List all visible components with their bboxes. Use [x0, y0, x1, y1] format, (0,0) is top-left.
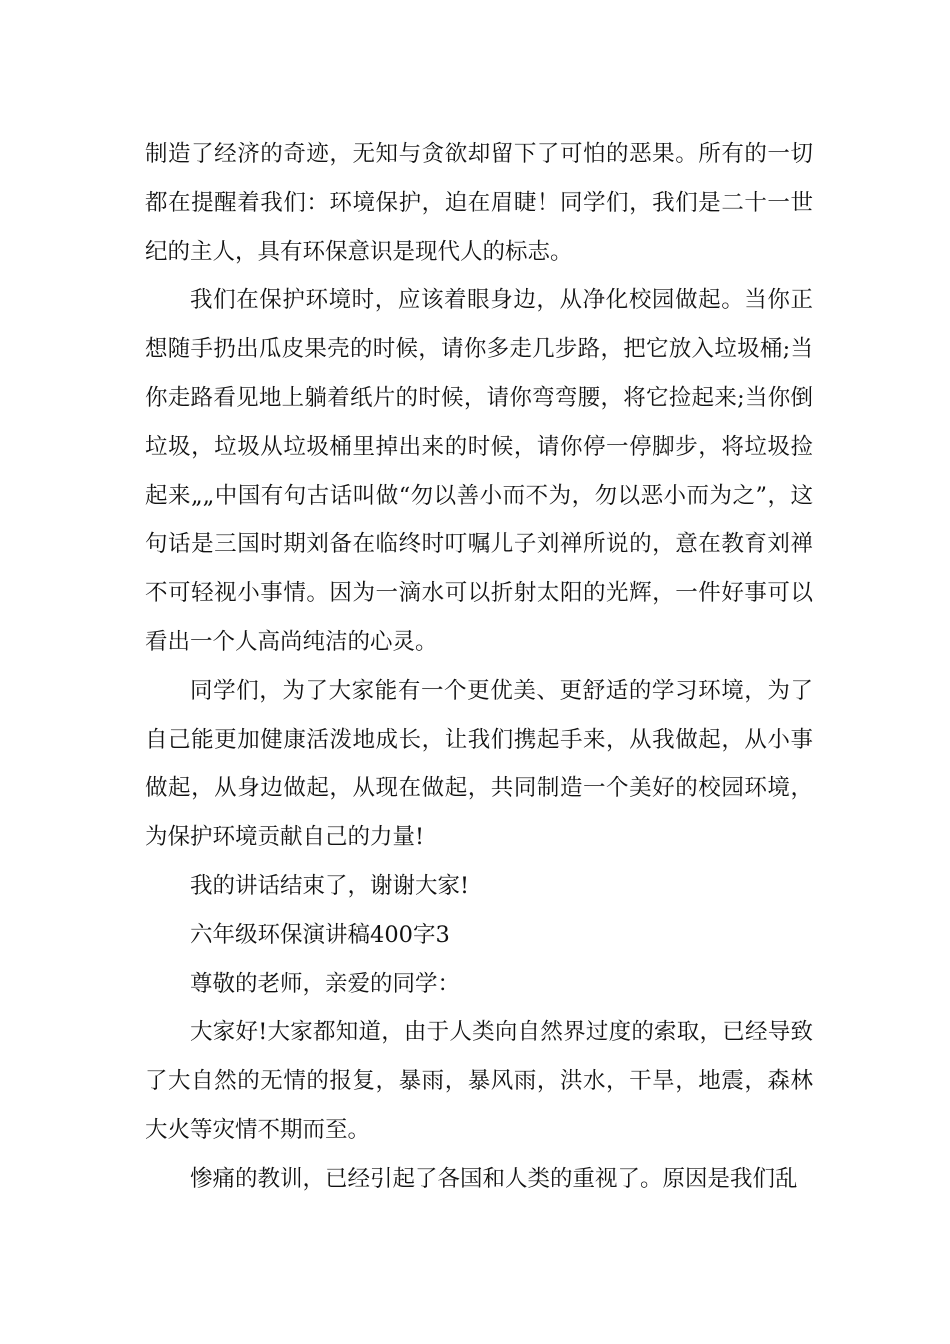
section-title: 六年级环保演讲稿400字3	[190, 921, 450, 948]
paragraph-1: 制造了经济的奇迹，无知与贪欲却留下了可怕的恶果。所有的一切都在提醒着我们：环境保护，迫在眉睫！同学们，我们是二十一世纪的主人，具有环保意识是现代人的标志。	[145, 141, 813, 265]
salutation: 尊敬的老师，亲爱的同学：	[190, 970, 461, 997]
document-body	[145, 130, 813, 1204]
paragraph-2: 我们在保护环境时，应该着眼身边，从净化校园做起。当你正想随手扔出瓜皮果壳的时候，请你多走几步路，把它放入垃圾桶;当你走路看见地上躺着纸片的时候，请你弯弯腰，将它捡起来;当你倒垃圾，垃圾从垃圾桶里掉出来的时候，请你停一停脚步，将垃圾捡起来„„中国有句古话叫做“勿以善小而不为，勿以恶小而为之”，这句话是三国时期刘备在临终时叮嘱儿子刘禅所说的，意在教育刘禅不可轻视小事情。因为一滴水可以折射太阳的光辉，一件好事可以看出一个人高尚纯洁的心灵。	[145, 287, 813, 655]
paragraph-last: 惨痛的教训，已经引起了各国和人类的重视了。原因是我们乱	[190, 1165, 798, 1192]
paragraph-3: 同学们，为了大家能有一个更优美、更舒适的学习环境，为了自己能更加健康活泼地成长，让我们携起手来，从我做起，从小事做起，从身边做起，从现在做起，共同制造一个美好的校园环境，为保护环境贡献自己的力量!	[145, 677, 813, 851]
paragraph-greeting: 大家好!大家都知道，由于人类向自然界过度的索取，已经导致了大自然的无情的报复，暴雨，暴风雨，洪水，干旱，地震，森林大火等灾情不期而至。	[145, 1019, 813, 1143]
paragraph-closing: 我的讲话结束了，谢谢大家!	[190, 872, 470, 899]
